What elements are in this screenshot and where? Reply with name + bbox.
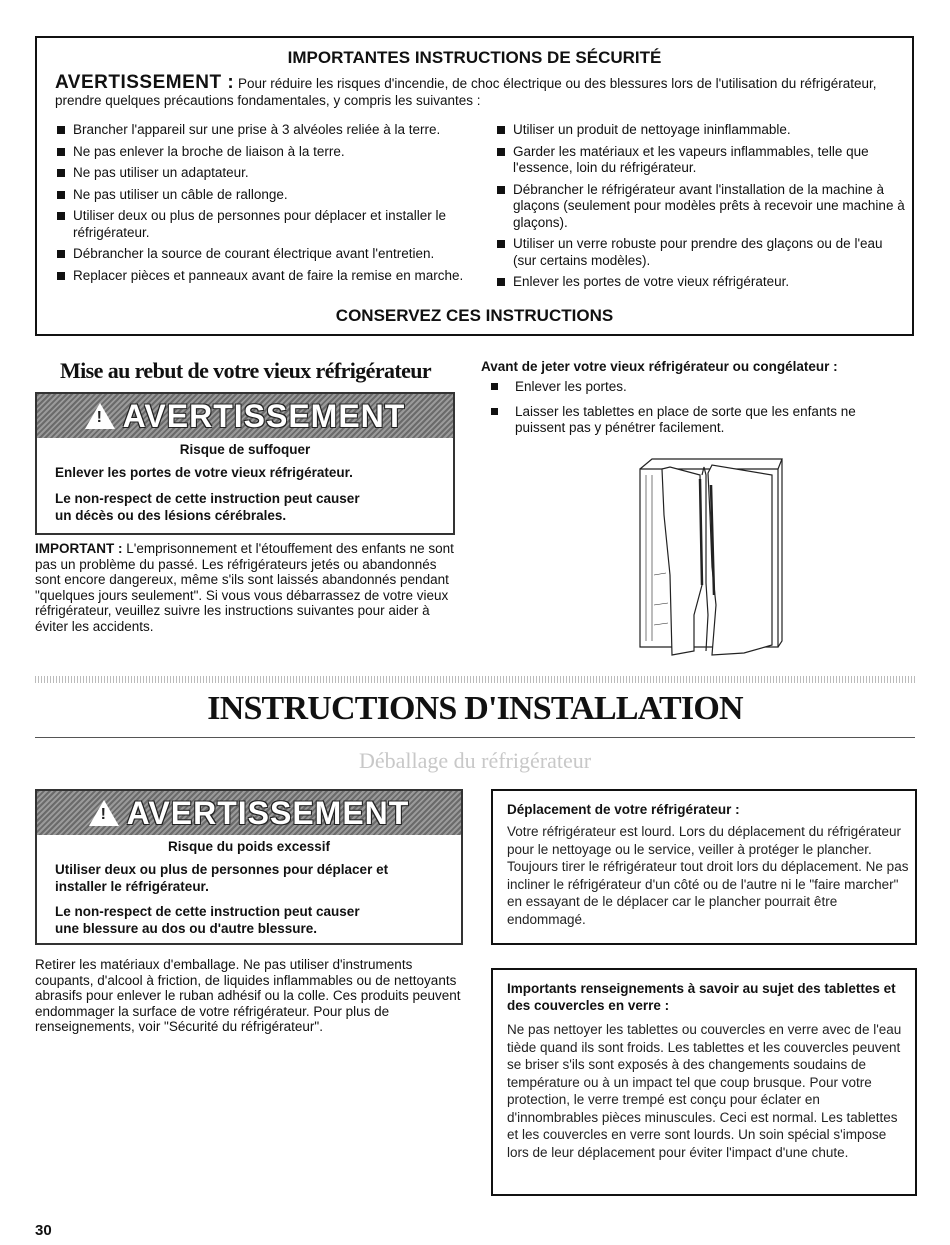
moving-body: Votre réfrigérateur est lourd. Lors du déplacement du réfrigérateur pour le nettoyage ou le service, veiller à protéger le plancher. Toujours tirer le réfrigérateur tout droit lors du déplacement. Ne pas incliner le réfrigérateur d'un côté ou de l'autre ni le "faire marcher" en essayant de le déplacer car le plancher pourrait être endommagé. (507, 824, 909, 927)
list-item: Replacer pièces et panneaux avant de faire la remise en marche. (55, 268, 495, 285)
moving-title: Déplacement de votre réfrigérateur : (507, 802, 740, 817)
list-item: Enlever les portes. (481, 379, 901, 395)
page-number: 30 (35, 1222, 52, 1239)
refrigerator-illustration (632, 455, 784, 663)
warning-consequence-line-1: Le non-respect de cette instruction peut causer (55, 491, 360, 506)
packaging-removal-paragraph: Retirer les matériaux d'emballage. Ne pas utiliser d'instruments coupants, d'alcool à friction, de liquides inflammables ou de nettoyants abrasifs pour enlever le ruban adhésif ou la colle. Ces produits peuvent endommager la surface de votre réfrigérateur. Pour plus de renseignements, voir "Sécurité du réfrigérateur". (35, 957, 461, 1034)
list-item: Garder les matériaux et les vapeurs inflammables, telle que l'essence, loin du réfrigérateur. (495, 144, 905, 177)
save-instructions-heading: CONSERVEZ CES INSTRUCTIONS (335, 306, 614, 325)
list-item: Laisser les tablettes en place de sorte que les enfants ne puissent pas y pénétrer facilement. (481, 404, 901, 435)
warning-consequence-line-1: Le non-respect de cette instruction peut causer (55, 904, 360, 919)
list-item: Débrancher la source de courant électrique avant l'entretien. (55, 246, 495, 263)
safety-list-left (55, 122, 495, 289)
warning-instruction-line-2: installer le réfrigérateur. (55, 879, 209, 894)
list-item: Débrancher le réfrigérateur avant l'installation de la machine à glaçons (seulement pour modèles prêts à recevoir une machine à glaçons). (495, 182, 905, 232)
warning-triangle-icon: ! (89, 800, 119, 826)
list-item: Utiliser deux ou plus de personnes pour déplacer et installer le réfrigérateur. (55, 208, 495, 241)
safety-warning-text: Pour réduire les risques d'incendie, de choc électrique ou des blessures lors de l'utilisation du réfrigérateur, prendre quelques précautions fondamentales, y compris les suivantes : (55, 76, 877, 108)
warning-consequence-line-2: une blessure au dos ou d'autre blessure. (55, 921, 318, 936)
warning-consequence-line-2: un décès ou des lésions cérébrales. (55, 508, 287, 523)
warning-triangle-icon: ! (85, 403, 115, 429)
warning-banner (37, 791, 461, 835)
hazard-text: Risque du poids excessif (167, 839, 331, 854)
heading-rule (35, 737, 915, 738)
warning-banner (37, 394, 453, 438)
glass-shelves-body: Ne pas nettoyer les tablettes ou couvercles en verre avec de l'eau tiède quand ils sont froids. Les tablettes et les couvercles peuvent se briser s'ils sont exposés à des changements soudains de température ou à un impact tel que coup brusque. Pour votre protection, le verre trempé est conçu pour éclater en d'innombrables pièces minuscules. Ceci est normal. Les tablettes et les couvercles en verre sont lourds. Un soin spécial s'impose lors de leur déplacement pour éviter l'impact d'une chute. (507, 1022, 902, 1160)
important-paragraph (35, 541, 465, 634)
warning-label: AVERTISSEMENT (122, 398, 406, 434)
list-item: Ne pas enlever la broche de liaison à la terre. (55, 144, 495, 161)
list-item: Utiliser un produit de nettoyage ininflammable. (495, 122, 905, 139)
disposal-heading: Mise au rebut de votre vieux réfrigérateur (60, 358, 432, 383)
glass-shelves-title: Importants renseignements à savoir au sujet des tablettes et des couvercles en verre : (507, 981, 896, 1013)
moving-info-box (491, 789, 917, 945)
warning-instruction: Enlever les portes de votre vieux réfrigérateur. (55, 465, 353, 480)
safety-instructions-box (35, 36, 914, 336)
important-label: IMPORTANT : (35, 541, 123, 556)
list-item: Enlever les portes de votre vieux réfrigérateur. (495, 274, 905, 291)
suffocation-warning-box (35, 392, 455, 535)
list-item: Ne pas utiliser un câble de rallonge. (55, 187, 495, 204)
safety-warning-paragraph (55, 74, 894, 109)
installation-heading: INSTRUCTIONS D'INSTALLATION (207, 690, 743, 727)
list-item: Utiliser un verre robuste pour prendre des glaçons ou de l'eau (sur certains modèles). (495, 236, 905, 269)
safety-title: IMPORTANTES INSTRUCTIONS DE SÉCURITÉ (287, 48, 662, 67)
glass-shelves-info-box (491, 968, 917, 1196)
important-text: L'emprisonnement et l'étouffement des enfants ne sont pas un problème du passé. Les réfrigérateurs jetés ou abandonnés sont encore dangereux, même s'ils sont laissés abandonnés pendant "quelques jours seulement". Si vous vous débarrassez de votre vieux réfrigérateur, veuillez suivre les instructions suivantes pour aider à éviter les accidents. (35, 541, 454, 634)
safety-warning-label: AVERTISSEMENT : (55, 72, 235, 93)
warning-instruction-line-1: Utiliser deux ou plus de personnes pour déplacer et (55, 862, 389, 877)
unpacking-subheading: Déballage du réfrigérateur (358, 748, 592, 773)
safety-list-right (495, 122, 905, 296)
list-item: Brancher l'appareil sur une prise à 3 alvéoles reliée à la terre. (55, 122, 495, 139)
warning-label: AVERTISSEMENT (126, 795, 410, 831)
hazard-text: Risque de suffoquer (179, 442, 311, 457)
weight-warning-box (35, 789, 463, 945)
before-disposal-heading: Avant de jeter votre vieux réfrigérateur ou congélateur : (481, 359, 838, 374)
section-divider (35, 676, 915, 683)
list-item: Ne pas utiliser un adaptateur. (55, 165, 495, 182)
